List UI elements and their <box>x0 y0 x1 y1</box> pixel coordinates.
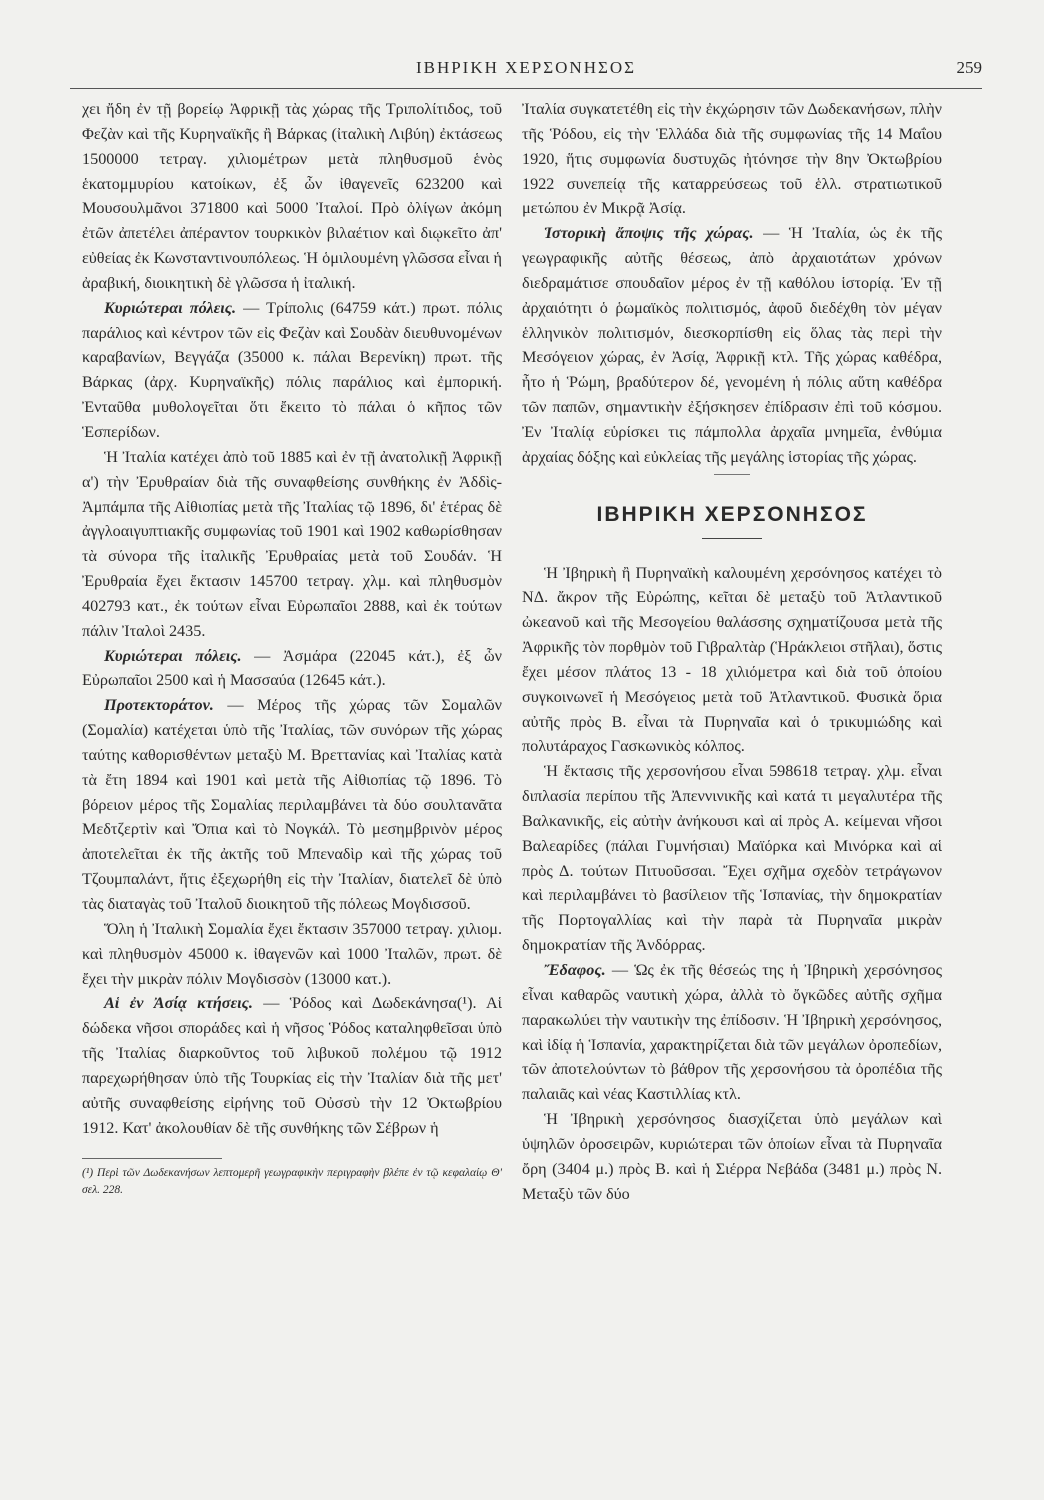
paragraph: Ἡ Ἰβηρικὴ χερσόνησος διασχίζεται ὑπὸ μεγάλων καὶ ὑψηλῶν ὀροσειρῶν, κυριώτεραι τῶν ὁποίων εἶναι τὰ Πυρηναῖα ὄρη (3404 μ.) πρὸς Β. καὶ ἡ Σιέρρα Νεβάδα (3481 μ.) πρὸς Ν. Μεταξὺ τῶν δύο <box>522 1110 942 1203</box>
paragraph-text: — Ὡς ἐκ τῆς θέσεώς της ἡ Ἰβηρικὴ χερσόνησος εἶναι καθαρῶς ναυτικὴ χώρα, ἀλλὰ τὸ ὄγκῶδες αὐτῆς σχῆμα παρακωλύει τὴν ναυτικὴν της ἐπίδοσιν. Ἡ Ἰβηρικὴ χερσόνησος, καὶ ἰδίᾳ ἡ Ἱσπανία, χαρακτηρίζεται διὰ τῶν μεγάλων ὀροπεδίων, τῶν ἀποτελούντων τὸ βάθρον τῆς χερσονήσου τὰ ὀροπέδια τῆς παλαιᾶς καὶ νέας Καστιλλίας κτλ. <box>522 961 942 1104</box>
section-title-rule <box>702 538 762 539</box>
left-column <box>82 97 502 1199</box>
section-title: ΙΒΗΡΙΚΗ ΧΕΡΣΟΝΗΣΟΣ <box>596 502 868 526</box>
paragraph <box>522 958 942 1107</box>
paragraph-text: — Μέρος τῆς χώρας τῶν Σομαλῶν (Σομαλία) κατέχεται ὑπὸ τῆς Ἰταλίας, τῶν συνόρων τῆς χώρας ταύτης καθορισθέντων μεταξὺ Μ. Βρεττανίας καὶ Ἰταλίας κατὰ τὰ ἔτη 1894 καὶ 1901 καὶ μετὰ τῆς Αἰθιοπίας τῷ 1896. Τὸ βόρειον μέρος τῆς Σομαλίας περιλαμβάνει τὰ δύο σουλτανᾶτα Μεδτζερτὶν καὶ Ὄπια καὶ τὸ Νογκάλ. Τὸ μεσημβρινὸν μέρος ἀποτελεῖται ἐκ τῆς ἀκτῆς τοῦ Μπεναδὶρ καὶ τῆς χώρας τοῦ Τζουμπαλάντ, ἥτις ἐξεχωρήθη εἰς τὴν Ἰταλίαν, διατελεῖ δὲ ὑπὸ τὰς διαταγὰς τοῦ Ἰταλοῦ διοικητοῦ τῆς πόλεως Μογδισσοῦ. <box>82 696 502 913</box>
paragraph-text: — Τρίπολις (64759 κάτ.) πρωτ. πόλις παράλιος καὶ κέντρον τῶν εἰς Φεζὰν καὶ Σουδὰν διευθυνομένων καραβανίων, Βεγγάζα (35000 κ. πάλαι Βερενίκη) πρωτ. τῆς Βάρκας (ἀρχ. Κυρηναϊκῆς) πόλις παράλιος καὶ ἐμπορική. Ἐνταῦθα μυθολογεῖται ὅτι ἔκειτο τὸ πάλαι ὁ κῆπος τῶν Ἑσπερίδων. <box>82 298 502 441</box>
run-in-heading: Αἱ ἐν Ἀσίᾳ κτήσεις. <box>104 994 253 1013</box>
paragraph <box>82 991 502 1140</box>
footnote-rule <box>82 1158 222 1159</box>
paragraph-text: — Ῥόδος καὶ Δωδεκάνησα(¹). Αἱ δώδεκα νῆσοι σποράδες καὶ ἡ νῆσος Ῥόδος καταληφθεῖσαι ὑπὸ τῆς Ἰταλίας διαρκοῦντος τοῦ λιβυκοῦ πολέμου τῷ 1912 παρεχωρήθησαν ὑπὸ τῆς Τουρκίας εἰς τὴν Ἰταλίαν διὰ τῆς μετ' αὐτῆς συναφθείσης εἰρήνης τοῦ Οὐσσὺ τὴν 12 Ὀκτωβρίου 1912. Κατ' ἀκολουθίαν δὲ τῆς συνθήκης τῶν Σέβρων ἡ <box>82 994 502 1137</box>
paragraph: Ὅλη ἡ Ἰταλικὴ Σομαλία ἔχει ἔκτασιν 357000 τετραγ. χιλιομ. καὶ πληθυσμὸν 45000 κ. ἰθαγενῶν καὶ 1000 Ἰταλῶν, πρωτ. δὲ ἔχει τὴν μικρὰν πόλιν Μογδισσὸν (13000 κατ.). <box>82 919 502 988</box>
run-in-heading: Προτεκτοράτον. <box>104 696 214 715</box>
header-rule <box>70 88 982 89</box>
paragraph-text: — Ἀσμάρα (22045 κάτ.), ἐξ ὧν Εὐρωπαῖοι 2500 καὶ ἡ Μασσαύα (12645 κάτ.). <box>82 646 502 690</box>
page-header <box>70 58 982 88</box>
paragraph-text: — Ἡ Ἰταλία, ὡς ἐκ τῆς γεωγραφικῆς αὐτῆς θέσεως, ἀπὸ ἀρχαιοτάτων χρόνων διεδραμάτισε σπουδαῖον μέρος ἐν τῇ καθόλου ἱστορίᾳ. Ἐν τῇ ἀρχαιότητι ὁ ῥωμαϊκὸς πολιτισμός, ἀφοῦ διεδέχθη τὸν μέγαν ἑλληνικὸν πολιτισμόν, διεσκορπίσθη εἰς ὅλας τὰς περὶ τὴν Μεσόγειον χώρας, ἐν Ἀσίᾳ, Ἀφρικῇ κτλ. Τῆς χώρας καθέδρα, ἦτο ἡ Ῥώμη, βραδύτερον δέ, γενομένη ἡ πόλις αὕτη καθέδρα τῶν παπῶν, σημαντικὴν ἐξήσκησεν ἐπίδρασιν ἐπὶ τοῦ κόσμου. Ἐν Ἰταλίᾳ εὑρίσκει τις πάμπολλα ἀρχαῖα μνημεῖα, ἐνθύμια ἀρχαίας δόξης καὶ εὐκλείας τῆς μεγάλης ἱστορίας τῆς χώρας. <box>522 224 942 466</box>
run-in-heading: Ἔδαφος. <box>544 961 606 979</box>
running-title: ΙΒΗΡΙΚΗ ΧΕΡΣΟΝΗΣΟΣ <box>415 58 637 77</box>
section-separator <box>714 474 750 475</box>
paragraph: Ἡ Ἰταλία κατέχει ἀπὸ τοῦ 1885 καὶ ἐν τῇ ἀνατολικῇ Ἀφρικῇ α') τὴν Ἐρυθραίαν διὰ τῆς συναφθείσης συνθήκης ἐν Ἀδδὶς-Ἀμπάμπα τῆς Αἰθιοπίας μετὰ τῆς Ἰταλίας τῷ 1896, δι' ἑτέρας δὲ ἀγγλοαιγυπτιακῆς συμφωνίας τοῦ 1901 καὶ 1902 καθωρίσθησαν τὰ σύνορα τῆς ἰταλικῆς Ἐρυθραίας μετὰ τοῦ Σουδάν. Ἡ Ἐρυθραία ἔχει ἔκτασιν 145700 τετραγ. χλμ. καὶ πληθυσμὸν 402793 κατ., ἐκ τούτων εἶναι Εὐρωπαῖοι 2888, καὶ ἐκ τούτων πάλιν Ἰταλοὶ 2435. <box>82 447 502 640</box>
right-column <box>522 97 942 1206</box>
footnote: (¹) Περὶ τῶν Δωδεκανήσων λεπτομερῆ γεωγραφικὴν περιγραφὴν βλέπε ἐν τῷ κεφαλαίῳ Θ' σελ. 228. <box>82 1167 502 1197</box>
run-in-heading: Κυριώτεραι πόλεις. <box>104 298 236 317</box>
paragraph: Ἰταλία συγκατετέθη εἰς τὴν ἐκχώρησιν τῶν Δωδεκανήσων, πλὴν τῆς Ῥόδου, εἰς τὴν Ἑλλάδα διὰ τῆς συμφωνίας τῆς 14 Μαΐου 1920, ἥτις συμφωνία δυστυχῶς ἠτόνησε τὴν 8ην Ὀκτωβρίου 1922 συνεπείᾳ τῆς καταρρεύσεως τοῦ ἑλλ. στρατιωτικοῦ μετώπου ἐν Μικρᾷ Ἀσίᾳ. <box>522 100 942 218</box>
paragraph <box>82 296 502 445</box>
paragraph <box>522 221 942 469</box>
run-in-heading: Ἱστορικὴ ἄποψις τῆς χώρας. <box>544 224 754 243</box>
paragraph <box>82 644 502 694</box>
paragraph: χει ἤδη ἐν τῇ βορείῳ Ἀφρικῇ τὰς χώρας τῆς Τριπολίτιδος, τοῦ Φεζὰν καὶ τῆς Κυρηναϊκῆς ἢ Βάρκας (ἰταλικὴ Λιβύη) ἐκτάσεως 1500000 τετραγ. χιλιομέτρων μετὰ πληθυσμοῦ ἑνὸς ἑκατομμυρίου κατοίκων, ἐξ ὧν ἰθαγενεῖς 623200 καὶ Μουσουλμᾶνοι 371800 καὶ 5000 Ἰταλοί. Πρὸ ὀλίγων ἀκόμη ἐτῶν ἀπετέλει ἀπέραντον τουρκικὸν βιλαέτιον καὶ διῳκεῖτο ἀπ' εὐθείας ἐκ Κωνσταντινουπόλεως. Ἡ ὁμιλουμένη γλῶσσα εἶναι ἡ ἀραβική, διοικητικὴ δὲ γλῶσσα ἡ ἰταλική. <box>82 100 502 292</box>
paragraph: Ἡ Ἰβηρικὴ ἢ Πυρηναϊκὴ καλουμένη χερσόνησος κατέχει τὸ ΝΔ. ἄκρον τῆς Εὐρώπης, κεῖται δὲ μεταξὺ τοῦ Ἀτλαντικοῦ ὠκεανοῦ καὶ τῆς Μεσογείου θαλάσσης σχηματίζουσα μετὰ τῆς Ἀφρικῆς τὸν πορθμὸν τοῦ Γιβραλτὰρ (Ἡράκλειοι στῆλαι), ὅστις ἔχει μέσον πλάτος 13 - 18 χιλιόμετρα καὶ διὰ τοῦ ὁποίου συγκοινωνεῖ ἡ Μεσόγειος μετὰ τοῦ Ἀτλαντικοῦ. Φυσικὰ ὅρια αὐτῆς πρὸς Β. εἶναι τὰ Πυρηναῖα καὶ ὁ τρικυμιώδης καὶ πολυτάραχος Γασκωνικὸς κόλπος. <box>522 563 942 756</box>
paragraph <box>82 693 502 917</box>
page-number: 259 <box>956 58 982 77</box>
paragraph: Ἡ ἔκτασις τῆς χερσονήσου εἶναι 598618 τετραγ. χλμ. εἶναι διπλασία περίπου τῆς Ἀπεννινικῆς καὶ κατά τι μεγαλυτέρα τῆς Βαλκανικῆς, εἰς αὐτὴν ἀνήκουσι καὶ αἱ πρὸς Α. κείμεναι νῆσοι Βαλεαρίδες (πάλαι Γυμνήσιαι) Μαϊόρκα καὶ Μινόρκα καὶ αἱ πρὸς Δ. τούτων Πιτυοῦσσαι. Ἔχει σχῆμα σχεδὸν τετράγωνον καὶ περιλαμβάνει τὸ βασίλειον τῆς Ἱσπανίας, τὴν δημοκρατίαν τῆς Πορτογαλλίας καὶ τὴν παρὰ τὰ Πυρηναῖα μικρὰν δημοκρατίαν τῆς Ἀνδόρρας. <box>522 762 942 955</box>
run-in-heading: Κυριώτεραι πόλεις. <box>104 646 242 665</box>
